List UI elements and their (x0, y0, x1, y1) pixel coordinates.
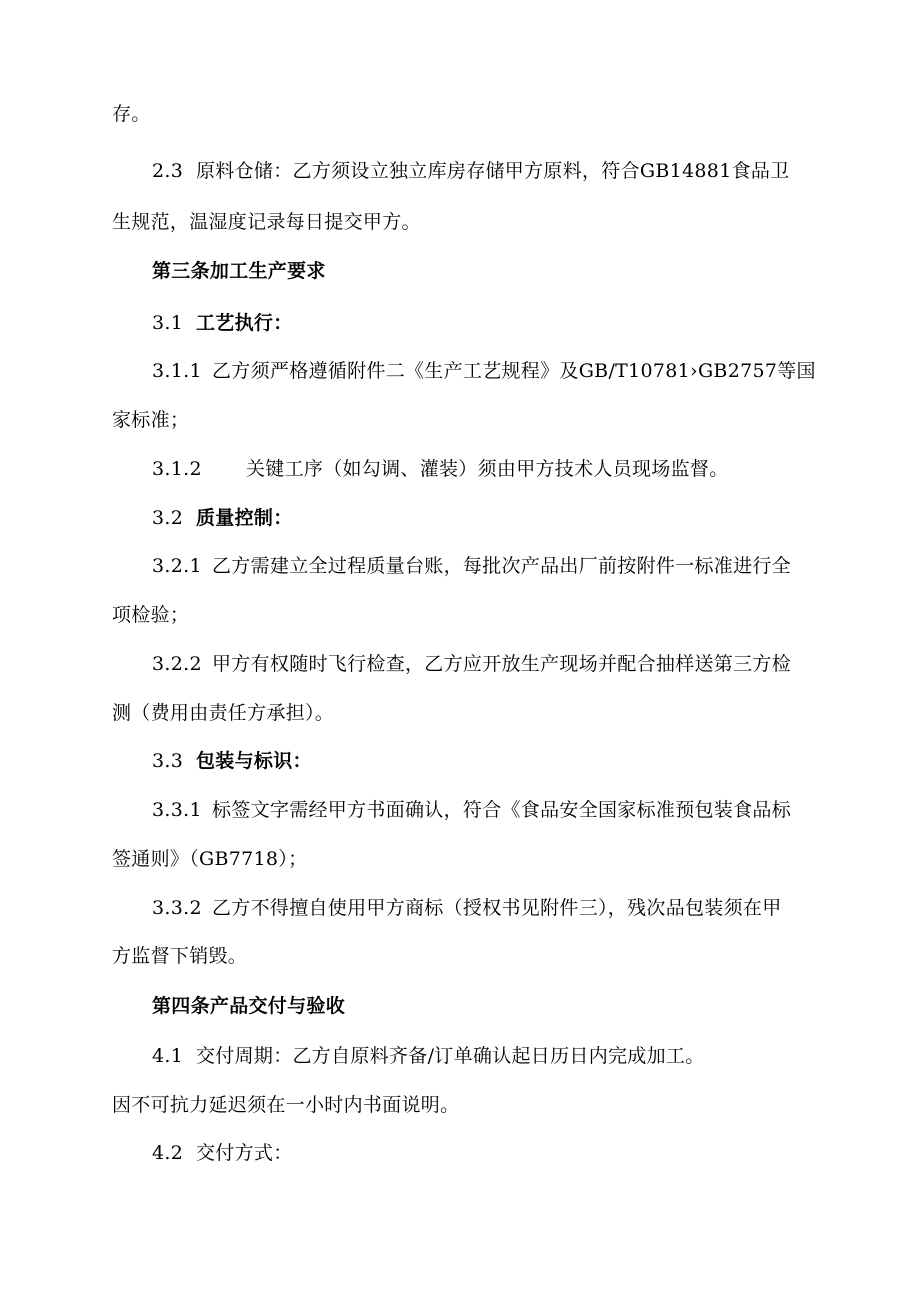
article-4-heading (152, 993, 345, 1019)
clause-number: 3.1 (152, 312, 184, 334)
clause-4-2 (152, 1140, 293, 1166)
article-3-heading (152, 258, 326, 284)
clause-text: 乙方须严格遵循附件二《生产工艺规程》及GB/T10781›GB2757等国 (212, 360, 816, 382)
text-line (112, 846, 307, 872)
text-line (112, 101, 151, 127)
text-line (112, 602, 189, 628)
clause-number: 3.2.2 (152, 653, 202, 675)
clause-number: 2.3 (152, 160, 184, 182)
clause-3-1 (152, 310, 293, 336)
clause-text-continuation: 项检验； (112, 604, 190, 626)
clause-text-continuation: 家标准； (112, 409, 190, 431)
clause-text: 原料仓储：乙方须设立独立库房存储甲方原料，符合GB14881食品卫 (196, 160, 790, 182)
text-line (112, 1092, 459, 1118)
clause-text-continuation: 方监督下销毁。 (112, 945, 248, 967)
clause-number: 3.3.2 (152, 897, 202, 919)
clause-3-1-2 (152, 456, 729, 482)
clause-text: 交付方式： (196, 1142, 293, 1164)
clause-text: 标签文字需经甲方书面确认，符合《食品安全国家标准预包装食品标 (212, 799, 792, 821)
text-line (112, 943, 247, 969)
clause-text: 乙方不得擅自使用甲方商标（授权书见附件三），残次品包装须在甲 (212, 897, 782, 919)
clause-3-2-1 (152, 553, 791, 579)
clause-3-2 (152, 505, 293, 531)
clause-3-1-1 (152, 358, 816, 384)
text-line (112, 209, 421, 235)
clause-number: 3.2.1 (152, 555, 202, 577)
paragraph-continuation: 存。 (112, 103, 151, 125)
clause-number: 3.3.1 (152, 799, 202, 821)
clause-heading: 包装与标识： (196, 750, 312, 772)
text-line (112, 700, 334, 726)
clause-number: 3.1.2 (152, 458, 202, 480)
article-heading: 第三条加工生产要求 (152, 260, 326, 282)
clause-text: 交付周期：乙方自原料齐备/订单确认起日历日内完成加工。 (196, 1045, 705, 1067)
clause-number: 3.3 (152, 750, 184, 772)
clause-3-2-2 (152, 651, 791, 677)
clause-text-continuation: 生规范，温湿度记录每日提交甲方。 (112, 211, 421, 233)
clause-number: 3.2 (152, 507, 184, 529)
clause-heading: 质量控制： (196, 507, 293, 529)
clause-2-3 (152, 158, 789, 184)
clause-text-continuation: 因不可抗力延迟须在一小时内书面说明。 (112, 1094, 460, 1116)
clause-heading: 工艺执行： (196, 312, 293, 334)
clause-3-3-1 (152, 797, 791, 823)
clause-number: 4.2 (152, 1142, 184, 1164)
clause-number: 3.1.1 (152, 360, 202, 382)
clause-text-continuation: 签通则》（GB7718）； (112, 848, 308, 870)
article-heading: 第四条产品交付与验收 (152, 995, 346, 1017)
clause-4-1 (152, 1043, 705, 1069)
clause-3-3 (152, 748, 312, 774)
clause-text: 乙方需建立全过程质量台账，每批次产品出厂前按附件一标准进行全 (212, 555, 792, 577)
clause-number: 4.1 (152, 1045, 184, 1067)
clause-text-continuation: 测（费用由责任方承担）。 (112, 702, 335, 724)
clause-text: 关键工序（如勾调、灌装）须由甲方技术人员现场监督。 (246, 458, 729, 480)
text-line (112, 407, 189, 433)
clause-text: 甲方有权随时飞行检查，乙方应开放生产现场并配合抽样送第三方检 (212, 653, 792, 675)
clause-3-3-2 (152, 895, 782, 921)
